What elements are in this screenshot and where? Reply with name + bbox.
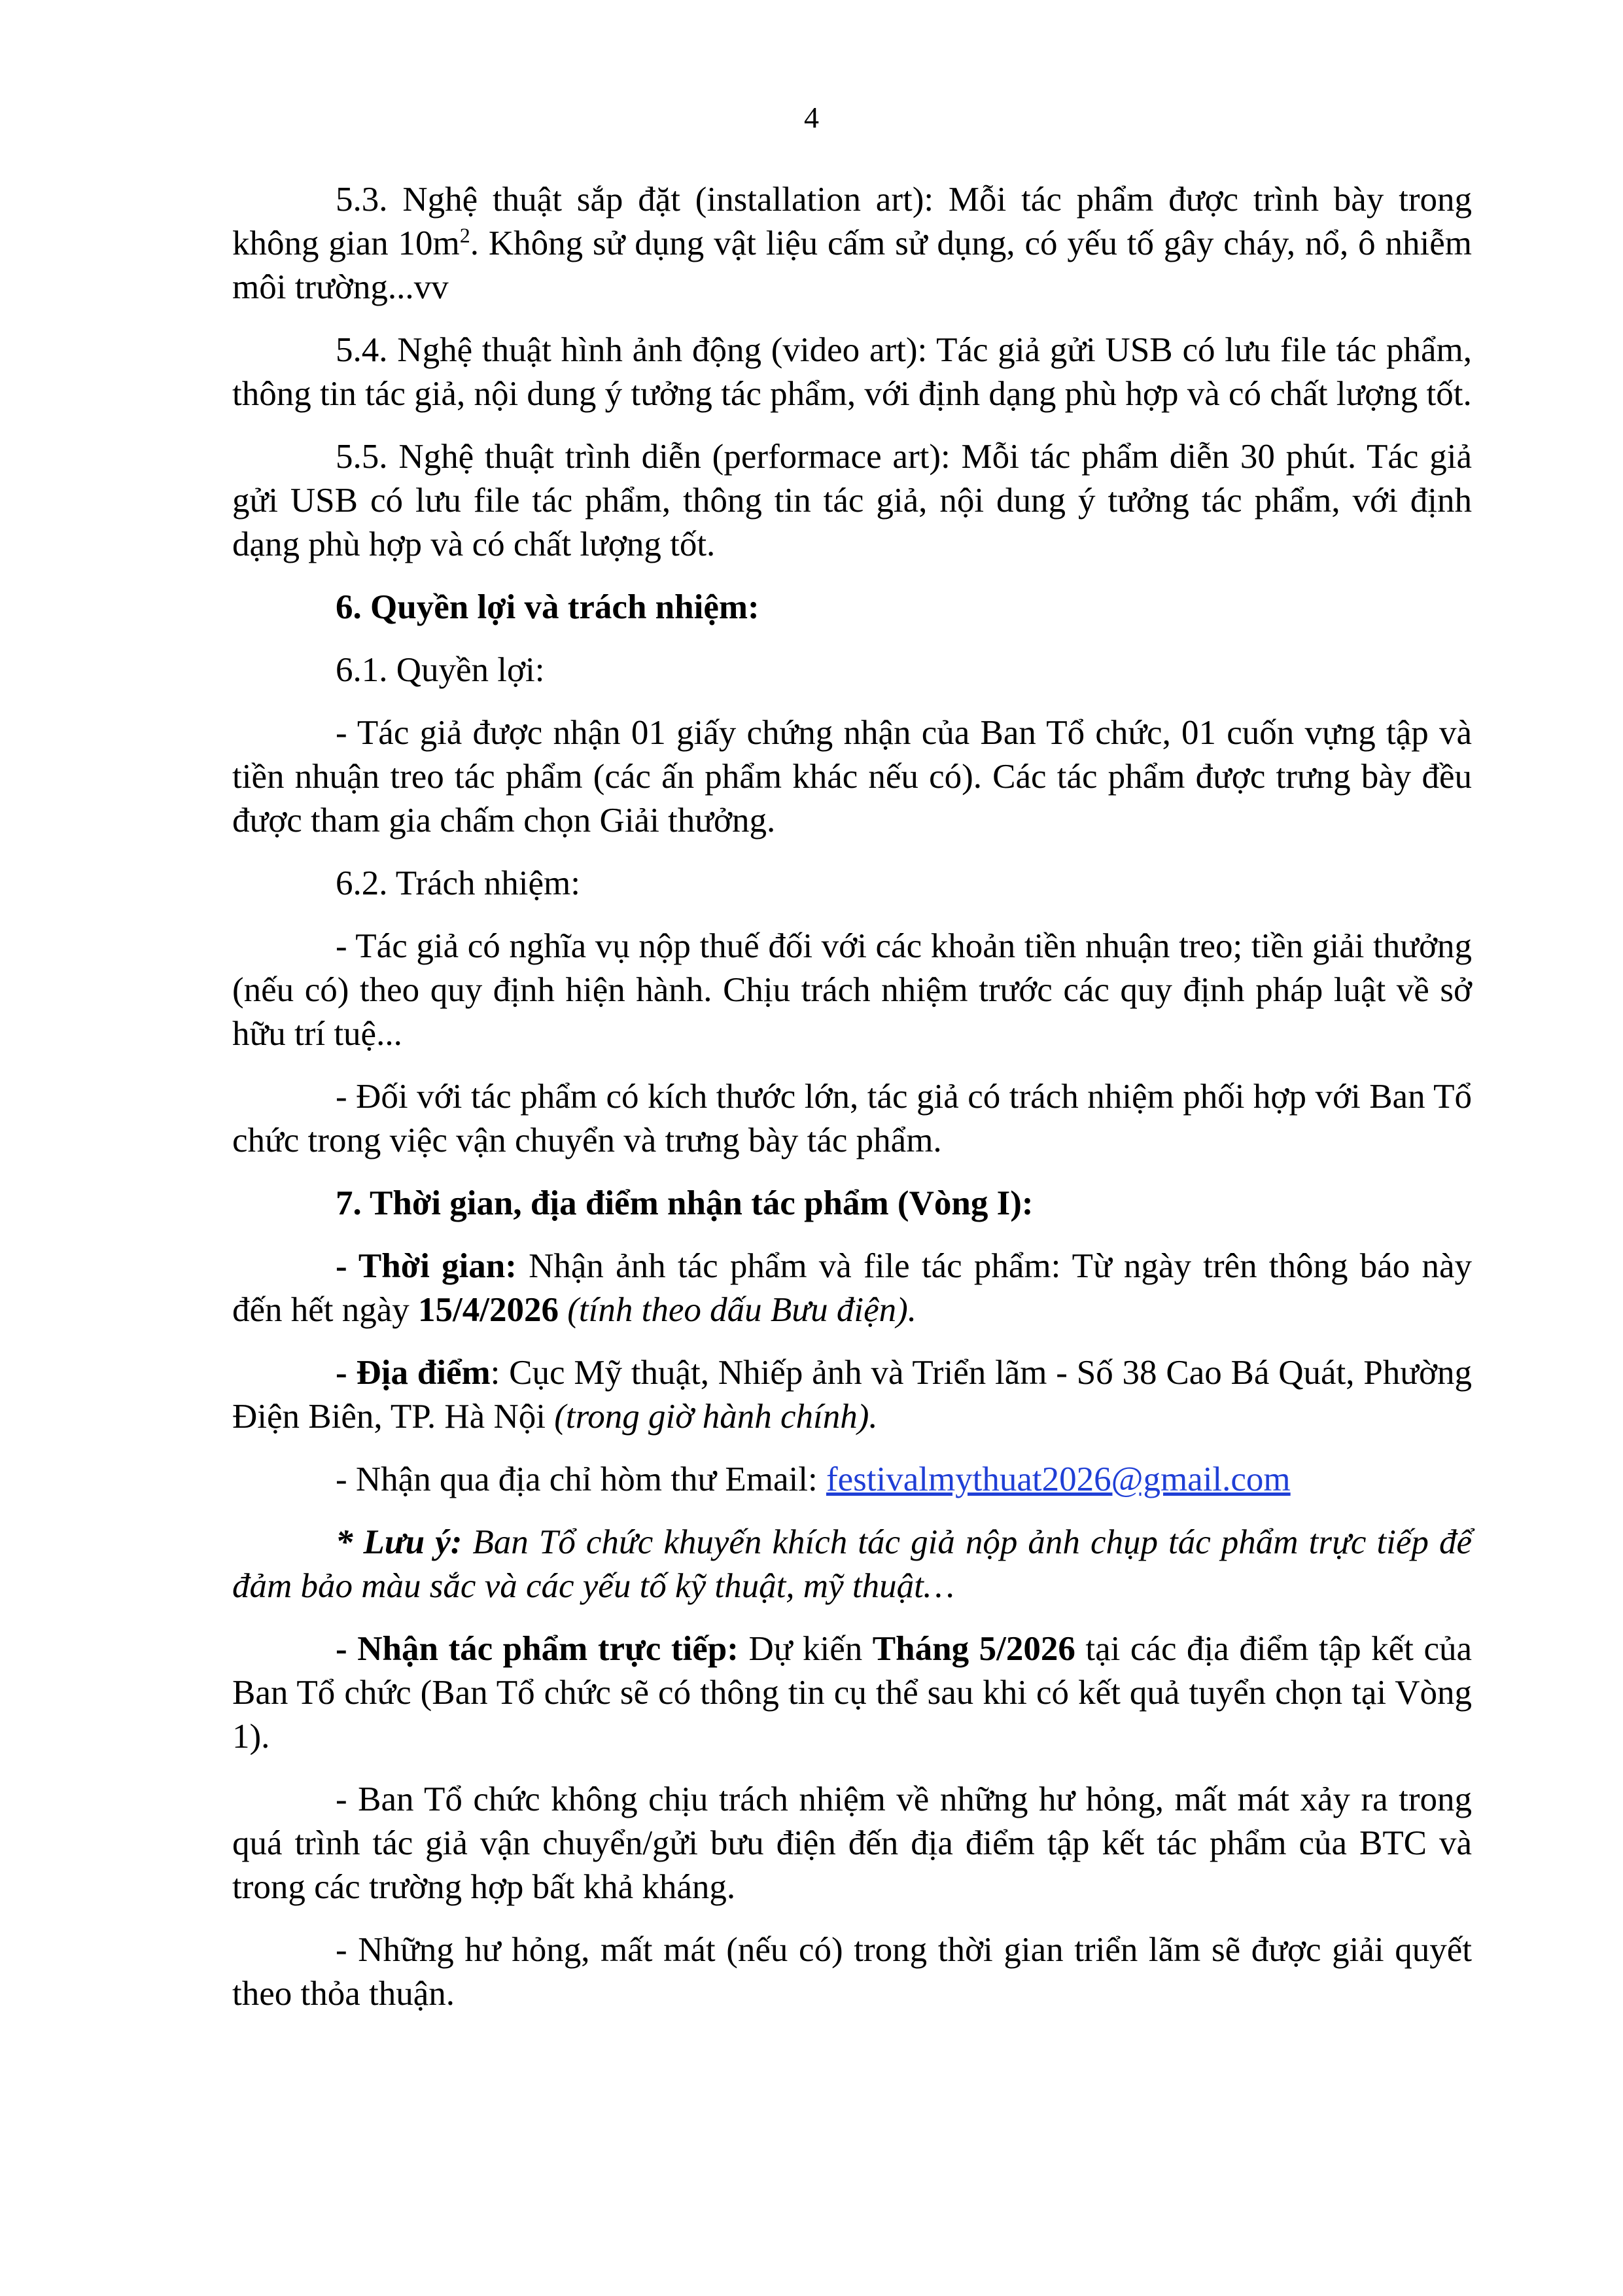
email-paragraph — [232, 1458, 1472, 1502]
direct-text-2: tại các địa điểm tập kết của Ban Tổ chức (Ban Tổ chức sẽ có thông tin cụ thể sau khi có kết quả tuyển chọn tại Vòng 1). — [232, 1630, 1472, 1756]
time-note: (tính theo dấu Bưu điện). — [559, 1291, 917, 1329]
section-6-1-title: 6.1. Quyền lợi: — [336, 651, 545, 689]
heading-7: 7. Thời gian, địa điểm nhận tác phẩm (Vòng I): — [336, 1184, 1034, 1222]
direct-text-1: Dự kiến — [738, 1630, 873, 1668]
section-6-2-body-1: - Tác giả có nghĩa vụ nộp thuế đối với các khoản tiền nhuận treo; tiền giải thưởng (nếu có) theo quy định hiện hành. Chịu trách nhiệm trước các quy định pháp luật về sở hữu trí tuệ... — [232, 927, 1472, 1053]
section-6-2-title: 6.2. Trách nhiệm: — [336, 864, 580, 902]
place-label: - Địa điểm — [336, 1354, 491, 1392]
page-content — [232, 178, 1472, 2035]
note-text: Ban Tổ chức khuyến khích tác giả nộp ảnh chụp tác phẩm trực tiếp để đảm bảo màu sắc và các yếu tố kỹ thuật, mỹ thuật… — [232, 1523, 1473, 1605]
time-label: - Thời gian: — [336, 1247, 517, 1285]
place-paragraph — [232, 1351, 1472, 1439]
note-paragraph — [232, 1521, 1472, 1608]
heading-6: 6. Quyền lợi và trách nhiệm: — [336, 588, 759, 626]
section-5-5-paragraph: 5.5. Nghệ thuật trình diễn (performace art): Mỗi tác phẩm diễn 30 phút. Tác giả gửi USB có lưu file tác phẩm, thông tin tác giả, nội dung ý tưởng tác phẩm, với định dạng phù hợp và có chất lượng tốt. — [232, 438, 1472, 563]
direct-label: - Nhận tác phẩm trực tiếp: — [336, 1630, 739, 1668]
section-5-3-text-cont: . Không sử dụng vật liệu cấm sử dụng, có yếu tố gây cháy, nổ, ô nhiễm môi trường...vv — [232, 224, 1472, 306]
email-text: - Nhận qua địa chỉ hòm thư Email: — [336, 1460, 826, 1498]
direct-date: Tháng 5/2026 — [872, 1630, 1075, 1668]
email-link[interactable]: festivalmythuat2026@gmail.com — [826, 1460, 1291, 1498]
place-text: : Cục Mỹ thuật, Nhiếp ảnh và Triển lãm - Số 38 Cao Bá Quát, Phường Điện Biên, TP. Hà Nội — [232, 1354, 1473, 1436]
section-5-4-paragraph: 5.4. Nghệ thuật hình ảnh động (video art): Tác giả gửi USB có lưu file tác phẩm, thông tin tác giả, nội dung ý tưởng tác phẩm, với định dạng phù hợp và có chất lượng tốt. — [232, 331, 1472, 413]
section-6-1-body: - Tác giả được nhận 01 giấy chứng nhận của Ban Tổ chức, 01 cuốn vựng tập và tiền nhuận treo tác phẩm (các ấn phẩm khác nếu có). Các tác phẩm được trưng bày đều được tham gia chấm chọn Giải thưởng. — [232, 714, 1472, 839]
deadline-date: 15/4/2026 — [418, 1291, 559, 1329]
section-5-3-paragraph — [232, 178, 1472, 309]
section-5-3-text: 5.3. Nghệ thuật sắp đặt (installation art): Mỗi tác phẩm được trình bày trong không gian 10m — [232, 181, 1472, 262]
disclaimer-1: - Ban Tổ chức không chịu trách nhiệm về những hư hỏng, mất mát xảy ra trong quá trình tác giả vận chuyển/gửi bưu điện đến địa điểm tập kết tác phẩm của BTC và trong các trường hợp bất khả kháng. — [232, 1780, 1472, 1906]
disclaimer-2: - Những hư hỏng, mất mát (nếu có) trong thời gian triển lãm sẽ được giải quyết theo thỏa thuận. — [232, 1931, 1472, 2013]
note-label: * Lưu ý: — [336, 1523, 462, 1561]
time-text: Nhận ảnh tác phẩm và file tác phẩm: Từ ngày trên thông báo này đến hết ngày — [232, 1247, 1472, 1329]
time-paragraph — [232, 1245, 1472, 1332]
place-note: (trong giờ hành chính). — [554, 1398, 878, 1436]
section-6-2-body-2: - Đối với tác phẩm có kích thước lớn, tác giả có trách nhiệm phối hợp với Ban Tổ chức trong việc vận chuyển và trưng bày tác phẩm. — [232, 1078, 1472, 1159]
page-number: 4 — [804, 101, 819, 134]
superscript-2: 2 — [459, 223, 470, 247]
direct-submission-paragraph — [232, 1627, 1472, 1759]
